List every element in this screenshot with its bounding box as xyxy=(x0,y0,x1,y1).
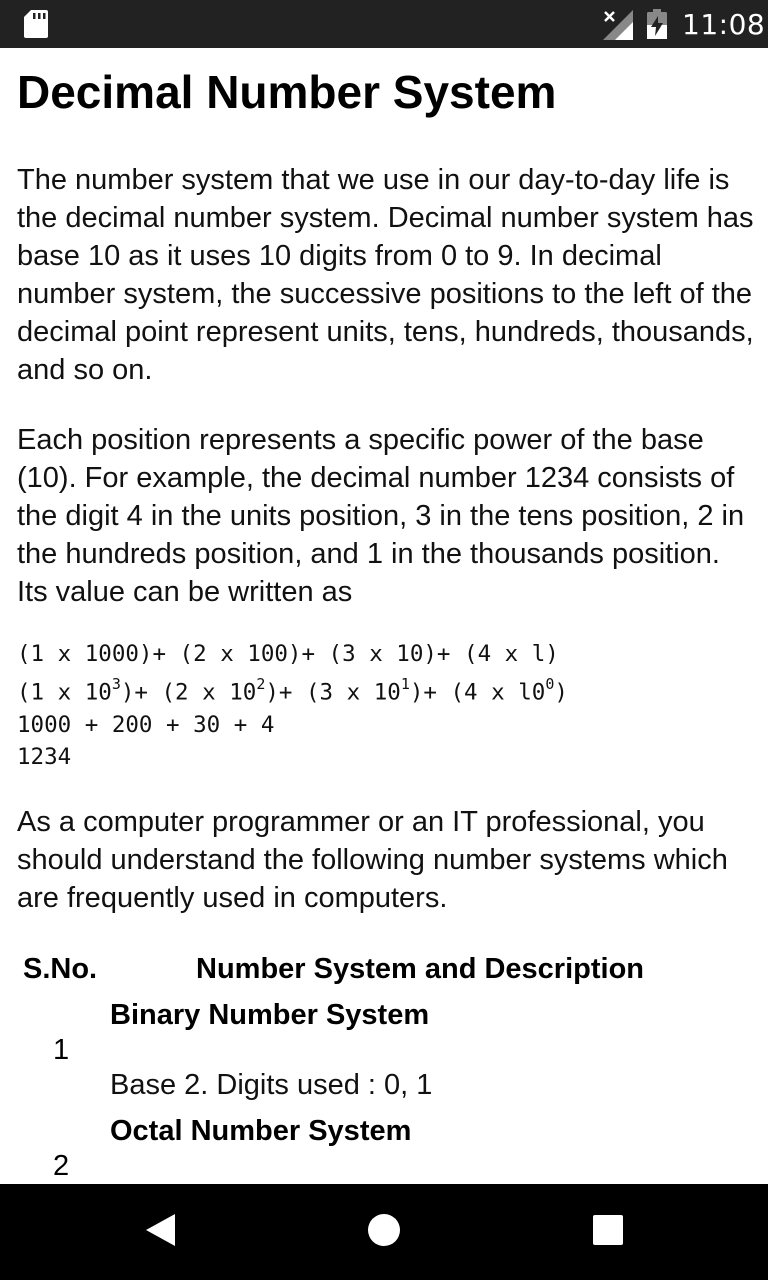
back-icon xyxy=(143,1212,177,1253)
exponent: 3 xyxy=(111,675,121,693)
expansion-code-block xyxy=(17,638,568,773)
recent-apps-icon xyxy=(593,1215,623,1250)
intro-paragraph: The number system that we use in our day-to-day life is the decimal number system. Decimal number system has base 10 as it uses 10 digits from 0 to 9. In decimal number system, the successive positions to the left of the decimal point represent units, tens, hundreds, thousands, and so on. xyxy=(17,164,754,386)
exponent: 1 xyxy=(400,675,410,693)
code-text: (1 x 10 xyxy=(17,679,112,706)
sd-card-icon xyxy=(24,10,48,43)
code-text: )+ (3 x 10 xyxy=(265,679,401,706)
code-text: ) xyxy=(554,679,568,706)
table-row-name: Octal Number System xyxy=(110,1115,412,1147)
code-line-4: 1234 xyxy=(17,743,72,770)
code-line-3: 1000 + 200 + 30 + 4 xyxy=(17,711,275,738)
table-row-name: Binary Number System xyxy=(110,999,430,1031)
home-button[interactable] xyxy=(324,1184,444,1280)
computers-paragraph: As a computer programmer or an IT professional, you should understand the following number systems which are frequently used in computers. xyxy=(17,806,728,914)
status-bar xyxy=(0,0,768,48)
back-button[interactable] xyxy=(100,1184,220,1280)
table-header-sno: S.No. xyxy=(23,953,98,985)
signal-off-icon xyxy=(603,10,633,45)
code-text: )+ (2 x 10 xyxy=(120,679,257,706)
table-row-description: Base 2. Digits used : 0, 1 xyxy=(110,1069,433,1101)
table-header-description: Number System and Description xyxy=(196,953,644,985)
article-content[interactable] xyxy=(0,48,768,1184)
exponent: 2 xyxy=(256,675,266,693)
navigation-bar xyxy=(0,1184,768,1280)
code-line-2 xyxy=(17,670,568,709)
table-row-number: 2 xyxy=(53,1150,70,1182)
position-paragraph: Each position represents a specific power of the base (10). For example, the decimal number 1234 consists of the digit 4 in the units position, 3 in the tens position, 2 in the hundreds position, and 1 in the thousands position. Its value can be written as xyxy=(17,424,745,608)
status-time: 11:08 xyxy=(682,8,766,41)
code-line-1: (1 x 1000)+ (2 x 100)+ (3 x 10)+ (4 x l) xyxy=(17,641,559,667)
recent-apps-button[interactable] xyxy=(548,1184,668,1280)
code-text: )+ (4 x l0 xyxy=(409,679,546,706)
exponent: 0 xyxy=(545,675,555,693)
page-title: Decimal Number System xyxy=(17,66,557,118)
table-row-number: 1 xyxy=(53,1034,70,1066)
battery-charging-icon xyxy=(647,9,667,44)
home-icon xyxy=(367,1213,401,1252)
